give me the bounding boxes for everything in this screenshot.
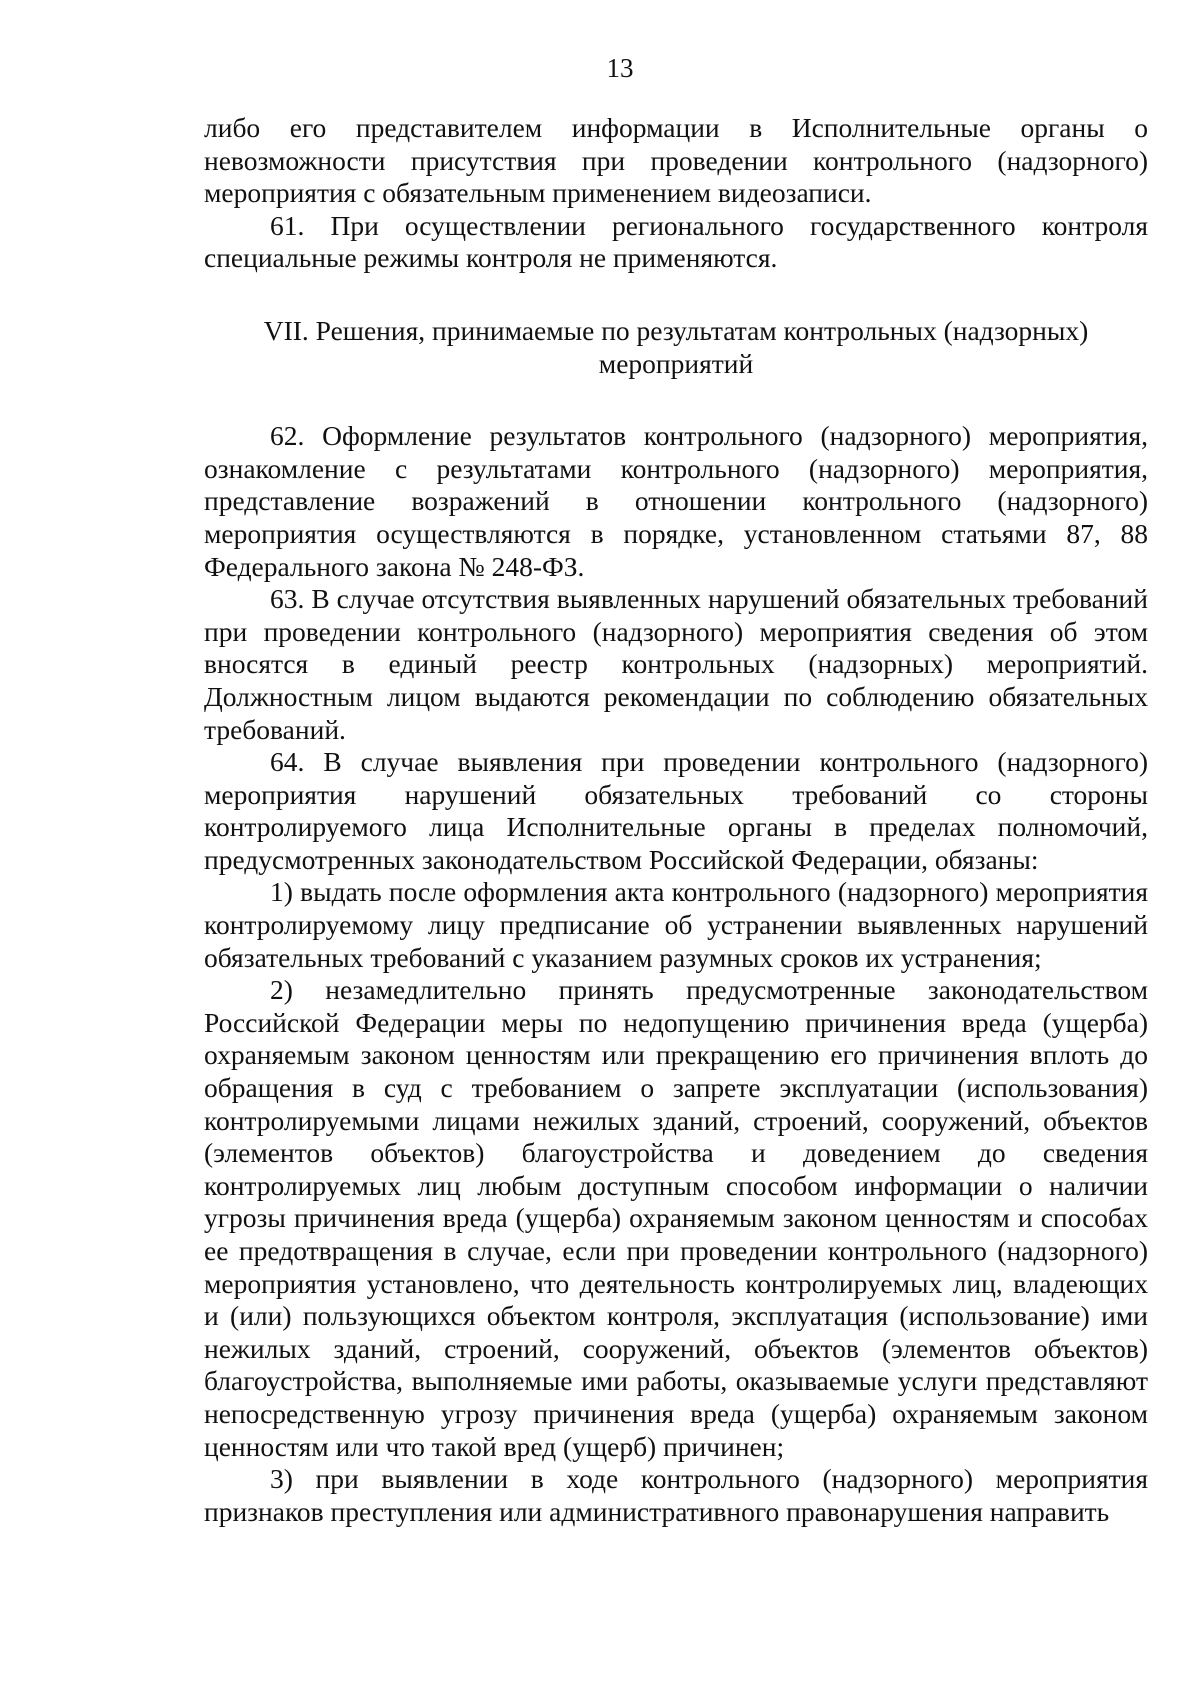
paragraph-62: 62. Оформление результатов контрольного (надзорного) мероприятия, ознакомление с результатами контрольного (надзорного) мероприятия, представление возражений в отношении контрольного (надзорного) мероприятия осуществляются в порядке, установленном статьями 87, 88 Федерального закона № 248-ФЗ. (204, 420, 1148, 582)
page-number: 13 (606, 53, 634, 83)
section-heading (204, 315, 1148, 380)
paragraph-64: 64. В случае выявления при проведении контрольного (надзорного) мероприятия нарушений обязательных требований со стороны контролируемого лица Исполнительные органы в пределах полномочий, предусмотренных законодательством Российской Федерации, обязаны: (204, 746, 1148, 875)
list-item-2: 2) незамедлительно принять предусмотренные законодательством Российской Федерации меры по недопущению причинения вреда (ущерба) охраняемым законом ценностям или прекращению его причинения вплоть до обращения в суд с требованием о запрете эксплуатации (использования) контролируемыми лицами нежилых зданий, строений, сооружений, объектов (элементов объектов) благоустройства и доведением до сведения контролируемых лиц любым доступным способом информации о наличии угрозы причинения вреда (ущерба) охраняемым законом ценностям и способах ее предотвращения в случае, если при проведении контрольного (надзорного) мероприятия установлено, что деятельность контролируемых лиц, владеющих и (или) пользующихся объектом контроля, эксплуатация (использование) ими нежилых зданий, строений, сооружений, объектов (элементов объектов) благоустройства, выполняемые ими работы, оказываемые услуги представляют непосредственную угрозу причинения вреда (ущерба) охраняемым законом ценностям или что такой вред (ущерб) причинен; (204, 974, 1148, 1462)
list-item-1: 1) выдать после оформления акта контрольного (надзорного) мероприятия контролируемому лицу предписание об устранении выявленных нарушений обязательных требований с указанием разумных сроков их устранения; (204, 876, 1148, 973)
document-body (204, 112, 1148, 1528)
paragraph-continuation: либо его представителем информации в Исполнительные органы о невозможности присутствия при проведении контрольного (надзорного) мероприятия с обязательным применением видеозаписи. (204, 112, 1148, 209)
paragraph-61: 61. При осуществлении регионального государственного контроля специальные режимы контроля не применяются. (204, 209, 1148, 274)
list-item-3: 3) при выявлении в ходе контрольного (надзорного) мероприятия признаков преступления или административного правонарушения направить (204, 1463, 1148, 1527)
section-heading-line-2: мероприятий (598, 347, 754, 379)
paragraph-63: 63. В случае отсутствия выявленных нарушений обязательных требований при проведении контрольного (надзорного) мероприятия сведения об этом вносятся в единый реестр контрольных (надзорных) мероприятий. Должностным лицом выдаются рекомендации по соблюдению обязательных требований. (204, 583, 1148, 745)
section-heading-line-1: VII. Решения, принимаемые по результатам контрольных (надзорных) (263, 314, 1089, 346)
